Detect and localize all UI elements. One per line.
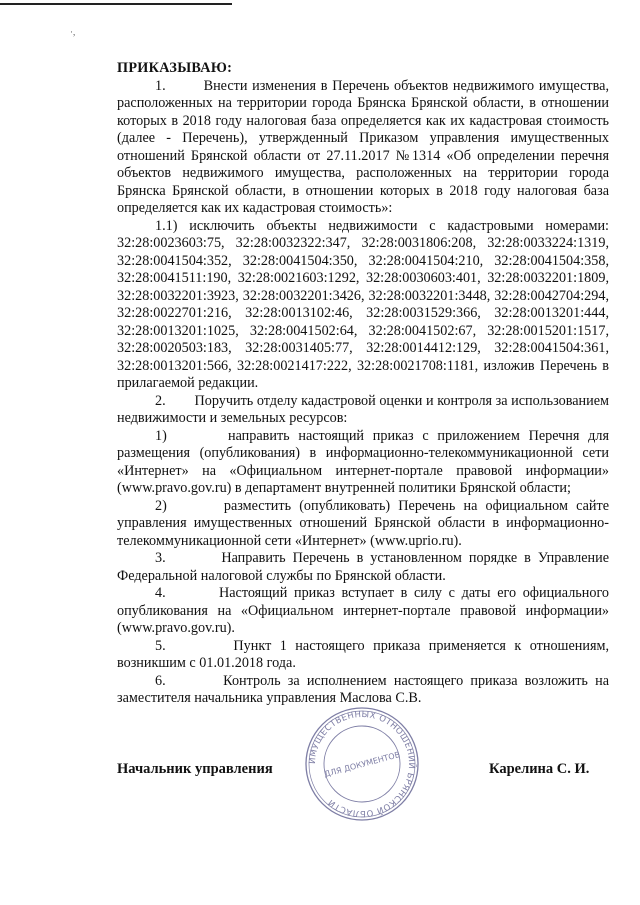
paragraph-5: 5. Пункт 1 настоящего приказа применяется к отношениям, возникшим с 01.01.2018 года. <box>117 637 609 671</box>
paragraph-3: 3. Направить Перечень в установленном порядке в Управление Федеральной налоговой службы по Брянской области. <box>117 550 609 584</box>
scan-mark: ·, <box>70 27 76 37</box>
stamp-center-text: ДЛЯ ДОКУМЕНТОВ <box>323 750 402 779</box>
official-seal-stamp <box>303 705 421 823</box>
order-heading: ПРИКАЗЫВАЮ: <box>117 60 233 76</box>
signature-position: Начальник управления <box>117 761 273 777</box>
paragraph-1: 1. Внести изменения в Перечень объектов недвижимого имущества, расположенных на территории города Брянска Брянской области, в отношении которых в 2018 году налоговая база определяется как их кадастровая стоимость (далее - Перечень), утвержденный Приказом управления имущественных отношений Брянской области от 27.11.2017 №1314 «Об определении перечня объектов недвижимого имущества, расположенных на территории города Брянска Брянской области, в отношении которых в 2018 году налоговая база определяется как их кадастровая стоимость»: <box>117 77 609 216</box>
paragraph-4: 4. Настоящий приказ вступает в силу с даты его официального опубликования на «Официальном интернет-портале правовой информации» (www.pravo.gov.ru). <box>117 585 609 636</box>
paragraph-2-2: 2) разместить (опубликовать) Перечень на официальном сайте управления имущественных отношений Брянской области в информационно-телекоммуникационной сети «Интернет» (www.uprio.ru). <box>117 497 609 549</box>
paragraph-6: 6. Контроль за исполнением настоящего приказа возложить на заместителя начальника управления Маслова С.В. <box>117 672 609 706</box>
order-body <box>117 60 609 708</box>
paragraph-2-1: 1) направить настоящий приказ с приложением Перечня для размещения (опубликования) в информационно-телекоммуникационной сети «Интернет» на «Официальном интернет-портале правовой информации» (www.pravo.gov.ru) в департамент внутренней политики Брянской области; <box>117 427 609 496</box>
signature-name: Карелина С. И. <box>489 761 590 777</box>
paragraph-2: 2. Поручить отделу кадастровой оценки и контроля за использованием недвижимости и земельных ресурсов: <box>117 392 609 426</box>
top-rule <box>0 3 232 5</box>
stamp-ring-text: ИМУЩЕСТВЕННЫХ ОТНОШЕНИЙ БРЯНСКОЙ ОБЛАСТИ <box>307 709 417 819</box>
paragraph-1-1: 1.1) исключить объекты недвижимости с кадастровыми номерами: 32:28:0023603:75, 32:28:0032322:347, 32:28:0031806:208, 32:28:0033224:1319, 32:28:0041504:352, 32:28:0041504:350, 32:28:0041504:210, 32:28:0041504:358, 32:28:0041511:190, 32:28:0021603:1292, 32:28:0030603:401, 32:28:0032201:1809, 32:28:0032201:3923, 32:28:0032201:3426, 32:28:0032201:3448, 32:28:0042704:294, 32:28:0022701:216, 32:28:0013102:46, 32:28:0031529:366, 32:28:0013201:444, 32:28:0013201:1025, 32:28:0041502:64, 32:28:0041502:67, 32:28:0015201:1517, 32:28:0020503:183, 32:28:0031405:77, 32:28:0014412:129, 32:28:0041504:361, 32:28:0013201:566, 32:28:0021417:222, 32:28:0021708:1181, изложив Перечень в прилагаемой редакции. <box>117 217 609 391</box>
